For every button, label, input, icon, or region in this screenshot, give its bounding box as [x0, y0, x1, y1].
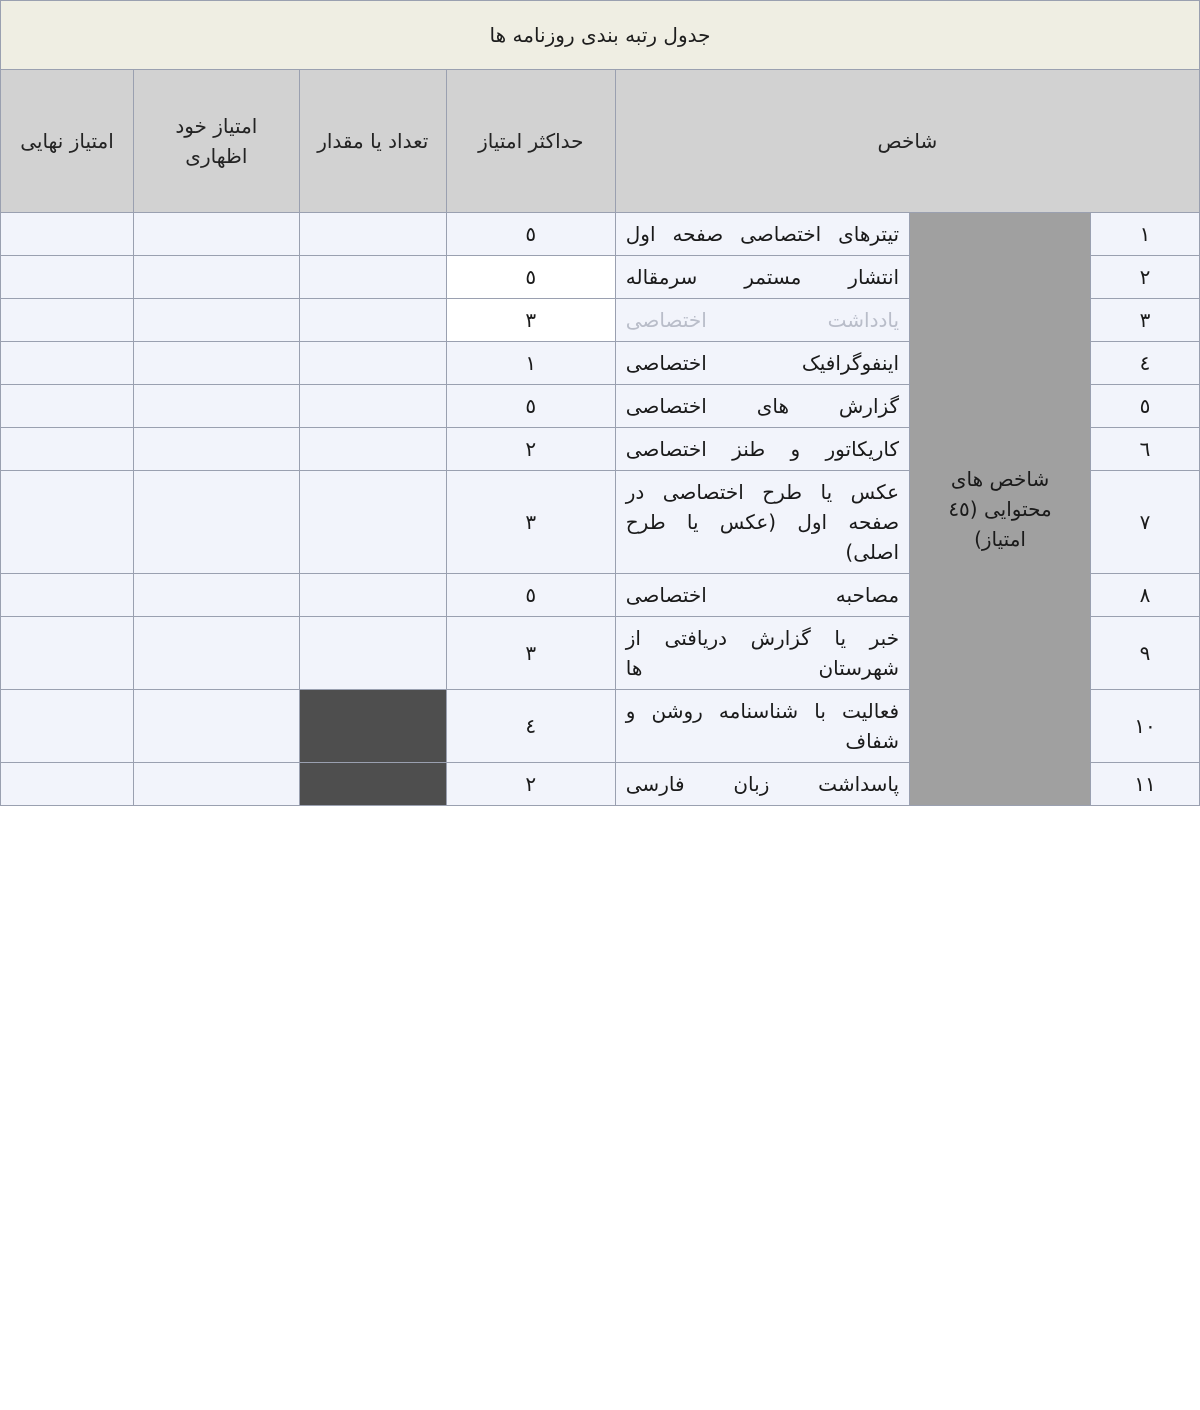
final-score-field[interactable]	[1, 574, 134, 617]
final-score-field[interactable]	[1, 256, 134, 299]
final-score-field[interactable]	[1, 213, 134, 256]
max-score-value: ٢	[446, 763, 615, 806]
row-number: ١١	[1091, 763, 1200, 806]
final-score-field[interactable]	[1, 299, 134, 342]
count-or-value-field[interactable]	[299, 299, 446, 342]
max-score-value: ٥	[446, 574, 615, 617]
count-or-value-field[interactable]	[299, 213, 446, 256]
index-name: فعالیت با شناسنامه روشن و شفاف	[615, 690, 909, 763]
self-declared-score-field[interactable]	[134, 256, 300, 299]
row-number: ٤	[1091, 342, 1200, 385]
index-name: خبر یا گزارش دریافتی از شهرستان ها	[615, 617, 909, 690]
count-or-value-field[interactable]	[299, 763, 446, 806]
table-row	[1, 213, 1200, 256]
index-name: اینفوگرافیک اختصاصی	[615, 342, 909, 385]
group-label-content-indices: شاخص های محتوایی (٤٥ امتیاز)	[910, 213, 1091, 806]
final-score-field[interactable]	[1, 763, 134, 806]
self-declared-score-field[interactable]	[134, 428, 300, 471]
max-score-value: ٥	[446, 385, 615, 428]
index-name: پاسداشت زبان فارسی	[615, 763, 909, 806]
self-declared-score-field[interactable]	[134, 299, 300, 342]
row-number: ٥	[1091, 385, 1200, 428]
count-or-value-field[interactable]	[299, 428, 446, 471]
self-declared-score-field[interactable]	[134, 471, 300, 574]
column-header-final-score: امتیاز نهایی	[1, 70, 134, 213]
column-header-max-score: حداکثر امتیاز	[446, 70, 615, 213]
max-score-value: ٣	[446, 617, 615, 690]
table-title-row	[1, 1, 1200, 70]
count-or-value-field[interactable]	[299, 342, 446, 385]
row-number: ٦	[1091, 428, 1200, 471]
count-or-value-field[interactable]	[299, 256, 446, 299]
column-header-count: تعداد یا مقدار	[299, 70, 446, 213]
count-or-value-field[interactable]	[299, 385, 446, 428]
index-name: انتشار مستمر سرمقاله	[615, 256, 909, 299]
row-number: ٩	[1091, 617, 1200, 690]
count-or-value-field[interactable]	[299, 690, 446, 763]
index-name: کاریکاتور و طنز اختصاصی	[615, 428, 909, 471]
row-number: ٣	[1091, 299, 1200, 342]
self-declared-score-field[interactable]	[134, 690, 300, 763]
row-number: ٢	[1091, 256, 1200, 299]
self-declared-score-field[interactable]	[134, 385, 300, 428]
max-score-value: ٤	[446, 690, 615, 763]
row-number: ٧	[1091, 471, 1200, 574]
final-score-field[interactable]	[1, 342, 134, 385]
count-or-value-field[interactable]	[299, 471, 446, 574]
column-header-self-declared: امتیاز خود اظهاری	[134, 70, 300, 213]
index-name: یادداشت اختصاصی	[615, 299, 909, 342]
max-score-value: ٢	[446, 428, 615, 471]
index-name: مصاحبه اختصاصی	[615, 574, 909, 617]
count-or-value-field[interactable]	[299, 617, 446, 690]
table-header-row	[1, 70, 1200, 213]
self-declared-score-field[interactable]	[134, 574, 300, 617]
max-score-value: ١	[446, 342, 615, 385]
max-score-value: ٣	[446, 471, 615, 574]
final-score-field[interactable]	[1, 690, 134, 763]
row-number: ١	[1091, 213, 1200, 256]
row-number: ٨	[1091, 574, 1200, 617]
index-name: عکس یا طرح اختصاصی در صفحه اول (عکس یا طرح اصلی)	[615, 471, 909, 574]
final-score-field[interactable]	[1, 617, 134, 690]
final-score-field[interactable]	[1, 471, 134, 574]
page-title: جدول رتبه بندی روزنامه ها	[1, 1, 1200, 70]
self-declared-score-field[interactable]	[134, 213, 300, 256]
final-score-field[interactable]	[1, 385, 134, 428]
max-score-value: ٥	[446, 213, 615, 256]
final-score-field[interactable]	[1, 428, 134, 471]
index-name: گزارش های اختصاصی	[615, 385, 909, 428]
index-name: تیترهای اختصاصی صفحه اول	[615, 213, 909, 256]
max-score-value: ٣	[446, 299, 615, 342]
self-declared-score-field[interactable]	[134, 342, 300, 385]
column-header-index: شاخص	[615, 70, 1199, 213]
max-score-value: ٥	[446, 256, 615, 299]
count-or-value-field[interactable]	[299, 574, 446, 617]
self-declared-score-field[interactable]	[134, 763, 300, 806]
row-number: ١٠	[1091, 690, 1200, 763]
self-declared-score-field[interactable]	[134, 617, 300, 690]
